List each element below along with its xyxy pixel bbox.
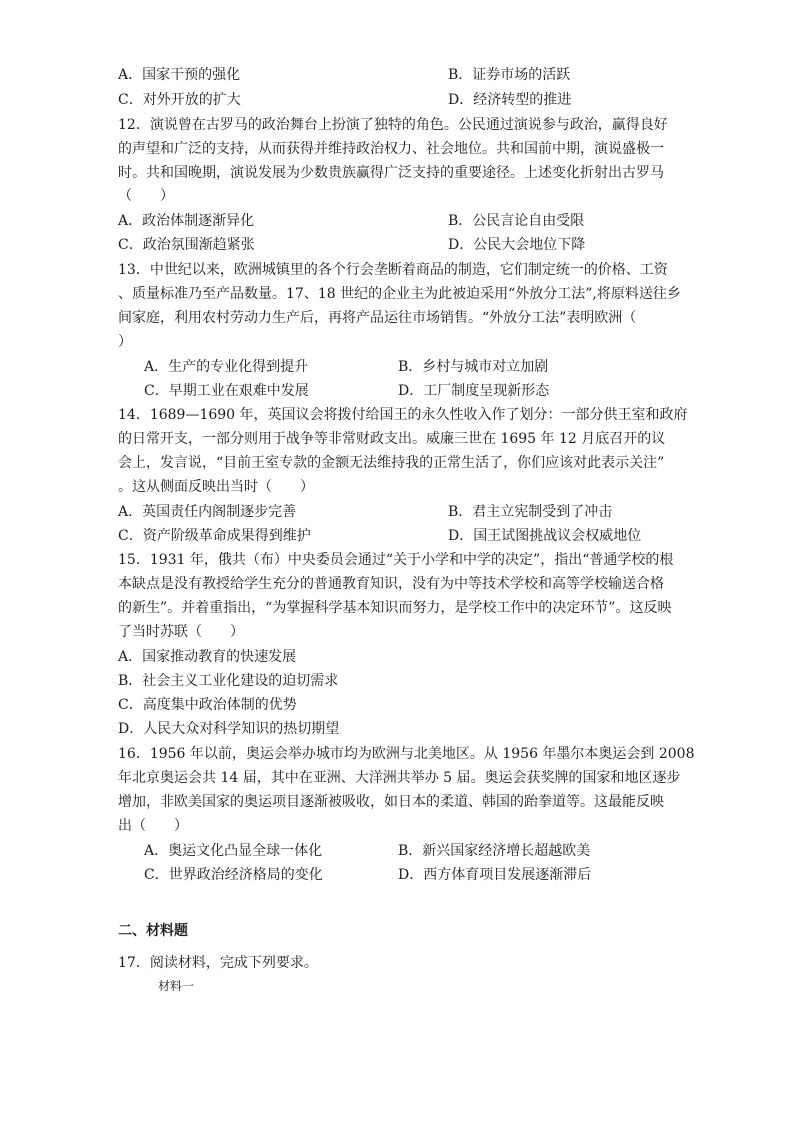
q15-line: 的新生”。并着重指出，“为掌握科学基本知识而努力，是学校工作中的决定环节”。这反映 [118, 600, 672, 616]
q17-prompt: 17．阅读材料，完成下列要求。 [118, 955, 318, 971]
q14-option-a: A．英国责任内阁制逐步完善 [118, 504, 297, 520]
q12-line: 时。共和国晚期，演说发展为少数贵族赢得广泛支持的重要途径。上述变化折射出古罗马 [118, 165, 664, 181]
q11-option-b: B．证券市场的活跃 [448, 67, 571, 83]
q14-line: 会上，发言说，“目前王室专款的金额无法维持我的正常生活了，你们应该对此表示关注” [118, 455, 665, 471]
q16-option-a: A．奥运文化凸显全球一体化 [144, 843, 323, 859]
q16-line: 增加，非欧美国家的奥运项目逐渐被吸收，如日本的柔道、韩国的跆拳道等。这最能反映 [118, 794, 664, 810]
q16-option-c: C．世界政治经济格局的变化 [144, 867, 323, 883]
material-label: 材料一 [158, 979, 195, 993]
section-heading: 二、材料题 [118, 923, 188, 939]
q16-option-d: D．西方体育项目发展逐渐滞后 [398, 867, 592, 883]
q16-line: 16．1956 年以前，奥运会举办城市均为欧洲与北美地区。从 1956 年墨尔本奥运会到 2008 [118, 746, 695, 762]
q13-line: ） [118, 334, 132, 350]
q13-option-a: A．生产的专业化得到提升 [144, 359, 309, 375]
q12-line: 12．演说曾在古罗马的政治舞台上扮演了独特的角色。公民通过演说参与政治，赢得良好 [118, 117, 668, 133]
q15-line: 了当时苏联（ ） [118, 624, 244, 640]
q15-option-a: A．国家推动教育的快速发展 [118, 649, 297, 665]
q11-option-c: C．对外开放的扩大 [118, 92, 241, 108]
q16-option-b: B．新兴国家经济增长超越欧美 [398, 843, 591, 859]
q15-line: 15．1931 年，俄共（布）中央委员会通过“关于小学和中学的决定”，指出“普通学校的根 [118, 552, 674, 568]
q12-option-a: A．政治体制逐渐异化 [118, 213, 255, 229]
q13-line: 、质量标准乃至产品数量。17、18 世纪的企业主为此被迫采用“外放分工法”,将原料送往乡 [118, 286, 681, 302]
q12-line: 的声望和广泛的支持，从而获得并维持政治权力、社会地位。共和国前中期，演说盛极一 [118, 141, 664, 157]
q16-line: 出（ ） [118, 818, 188, 834]
q15-line: 本缺点是没有教授给学生充分的普通教育知识，没有为中等技术学校和高等学校输送合格 [118, 576, 664, 592]
q14-line: 的日常开支，一部分则用于战争等非常财政支出。威廉三世在 1695 年 12 月底召开的议 [118, 431, 666, 447]
q13-line: 13．中世纪以来，欧洲城镇里的各个行会垄断着商品的制造，它们制定统一的价格、工资 [118, 262, 668, 278]
q14-option-b: B．君主立宪制受到了冲击 [448, 504, 613, 520]
q12-line: （ ） [118, 188, 174, 204]
q15-option-b: B．社会主义工业化建设的迫切需求 [118, 673, 339, 689]
q15-option-d: D．人民大众对科学知识的热切期望 [118, 721, 340, 737]
q13-option-c: C．早期工业在艰难中发展 [144, 383, 309, 399]
q14-line: 14．1689—1690 年，英国议会将拨付给国王的永久性收入作了划分：一部分供王室和政府 [118, 407, 688, 423]
q11-option-a: A．国家干预的强化 [118, 67, 241, 83]
q13-line: 间家庭，利用农村劳动力生产后，再将产品运往市场销售。“外放分工法”表明欧洲（ [118, 310, 637, 326]
q12-option-d: D．公民大会地位下降 [448, 237, 586, 253]
q15-option-c: C．高度集中政治体制的优势 [118, 697, 297, 713]
q13-option-d: D．工厂制度呈现新形态 [398, 383, 550, 399]
q14-line: 。这从侧面反映出当时（ ） [118, 479, 314, 495]
q11-option-d: D．经济转型的推进 [448, 92, 572, 108]
q12-option-c: C．政治氛围渐趋紧张 [118, 237, 255, 253]
q16-line: 年北京奥运会共 14 届，其中在亚洲、大洋洲共举办 5 届。奥运会获奖牌的国家和地区逐步 [118, 770, 681, 786]
q13-option-b: B．乡村与城市对立加剧 [398, 359, 549, 375]
q12-option-b: B．公民言论自由受限 [448, 213, 585, 229]
q14-option-d: D．国王试图挑战议会权威地位 [448, 528, 642, 544]
q14-option-c: C．资产阶级革命成果得到维护 [118, 528, 311, 544]
